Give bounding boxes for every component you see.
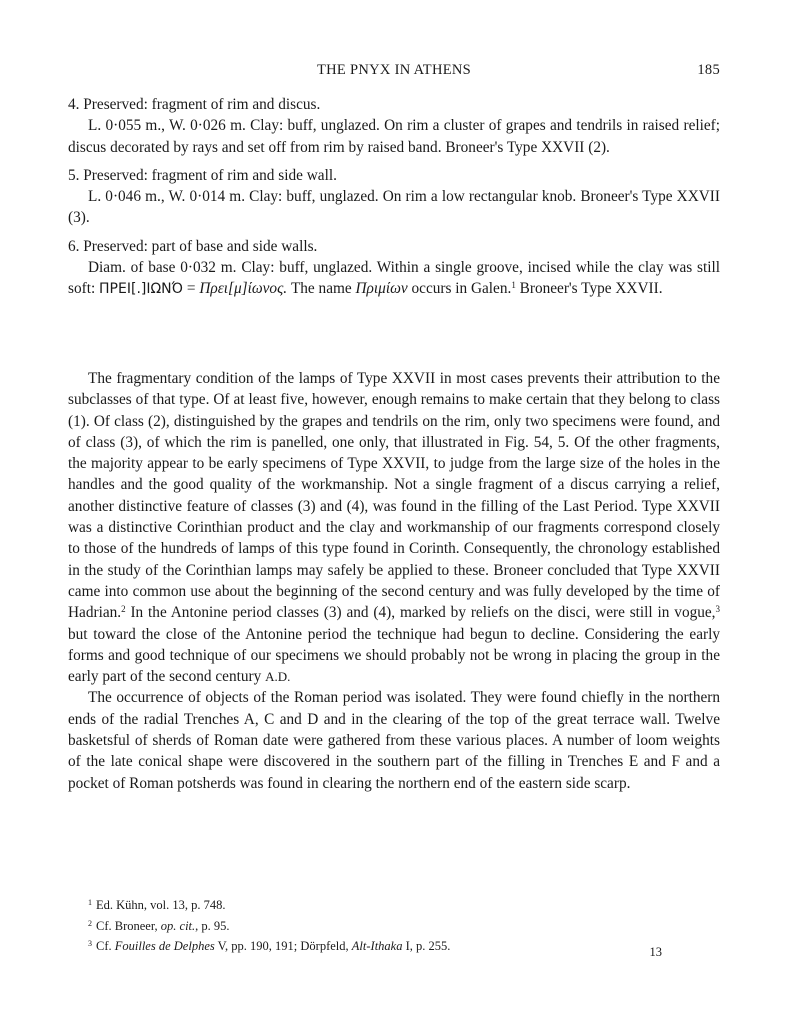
footnote-1: $^1$ Ed. Kühn, vol. 13, p. 748.: [88, 898, 226, 912]
body-text: [68, 368, 720, 794]
entry-5-label: 5. Preserved: fragment of rim and side wall.: [68, 166, 337, 184]
footnote-ref-3: 3: [715, 604, 721, 615]
entry-4-description: L. 0·055 m., W. 0·026 m. Clay: buff, unglazed. On rim a cluster of grapes and tendrils in raised relief; discus decorated by rays and set off from rim by raised band. Broneer's Type XXVII (2).: [68, 117, 720, 156]
paragraph-roman-period: The occurrence of objects of the Roman period was isolated. They were found chiefly in the northern ends of the radial Trenches A, C and D and in the clearing of the top of the great terrace wall. Twelve basketsful of sherds of Roman date were gathered from these various places. A number of loom weights of the late conical shape were discovered in the southern part of the filling in Trenches E and F and a pocket of Roman potsherds was found in clearing the northern end of the eastern side scarp.: [68, 689, 720, 792]
entry-4-label: 4. Preserved: fragment of rim and discus.: [68, 96, 321, 113]
entry-6-description: Diam. of base 0·032 m. Clay: buff, unglazed. Within a single groove, incised while the clay was still soft: ΠΡΕΙ[.]ΙΩΝΌ = Πρει[μ]ίωνος. The name Πριμίων occurs in Galen.$^1$ Broneer's Type XXVII.: [68, 259, 720, 298]
footnote-ref-1: 1: [511, 280, 516, 291]
paragraph-lamps: The fragmentary condition of the lamps of Type XXVII in most cases prevents their attribution to the subclasses of that type. Of at least five, however, enough remains to make certain that they belong to class (1). Of class (2), distinguished by the grapes and tendrils on the rim, only two specimens were found, and of class (3), of which the rim is panelled, one only, that illustrated in Fig. 54, 5. Of the other fragments, the majority appear to be early specimens of Type XXVII, to judge from the large size of the holes in the handles and the good quality of the workmanship. Not a single fragment of a discus carrying a relief, another distinctive feature of classes (3) and (4), was found in the filling of the Last Period. Type XXVII was a distinctive Corinthian product and the clay and workmanship of our fragments correspond closely to those of the hundreds of lamps of this type found in Corinth. Consequently, the chronology established in the study of the Corinthian lamps may safely be applied to these. Broneer concluded that Type XXVII came into common use about the beginning of the second century and was fully developed by the time of Hadrian.$^2$ In the Antonine period classes (3) and (4), marked by reliefs on the disci, were still in vogue,$^3$ but toward the close of the Antonine period the technique had begun to decline. Considering the early forms and good technique of our specimens we should probably not be wrong in placing the group in the early part of the second century A.D.: [68, 370, 721, 686]
entry-6-label: 6. Preserved: part of base and side walls.: [68, 237, 318, 255]
signature-mark: 13: [649, 945, 662, 959]
footnote-3: $^3$ Cf. Fouilles de Delphes V, pp. 190, 191; Dörpfeld, Alt-Ithaka I, p. 255.: [88, 939, 451, 953]
catalogue-entries: [68, 94, 720, 301]
inscription-transcription: Πρει[μ]ίωνος.: [199, 280, 288, 298]
inscription: ΠΡΕΙ[.]ΙΩΝΌ: [99, 281, 184, 298]
footnote-2: $^2$ Cf. Broneer, op. cit., p. 95.: [88, 918, 230, 933]
personal-name: Πριμίων: [355, 280, 408, 298]
running-title: THE PNYX IN ATHENS: [316, 62, 472, 78]
footnote-ref-2: 2: [121, 604, 126, 615]
entry-5-description: L. 0·046 m., W. 0·014 m. Clay: buff, unglazed. On rim a low rectangular knob. Broneer's Type XXVII (3).: [68, 188, 720, 227]
running-header: [68, 62, 720, 84]
page: [68, 0, 720, 1024]
page-number: 185: [697, 62, 720, 78]
footnotes: [88, 894, 708, 956]
